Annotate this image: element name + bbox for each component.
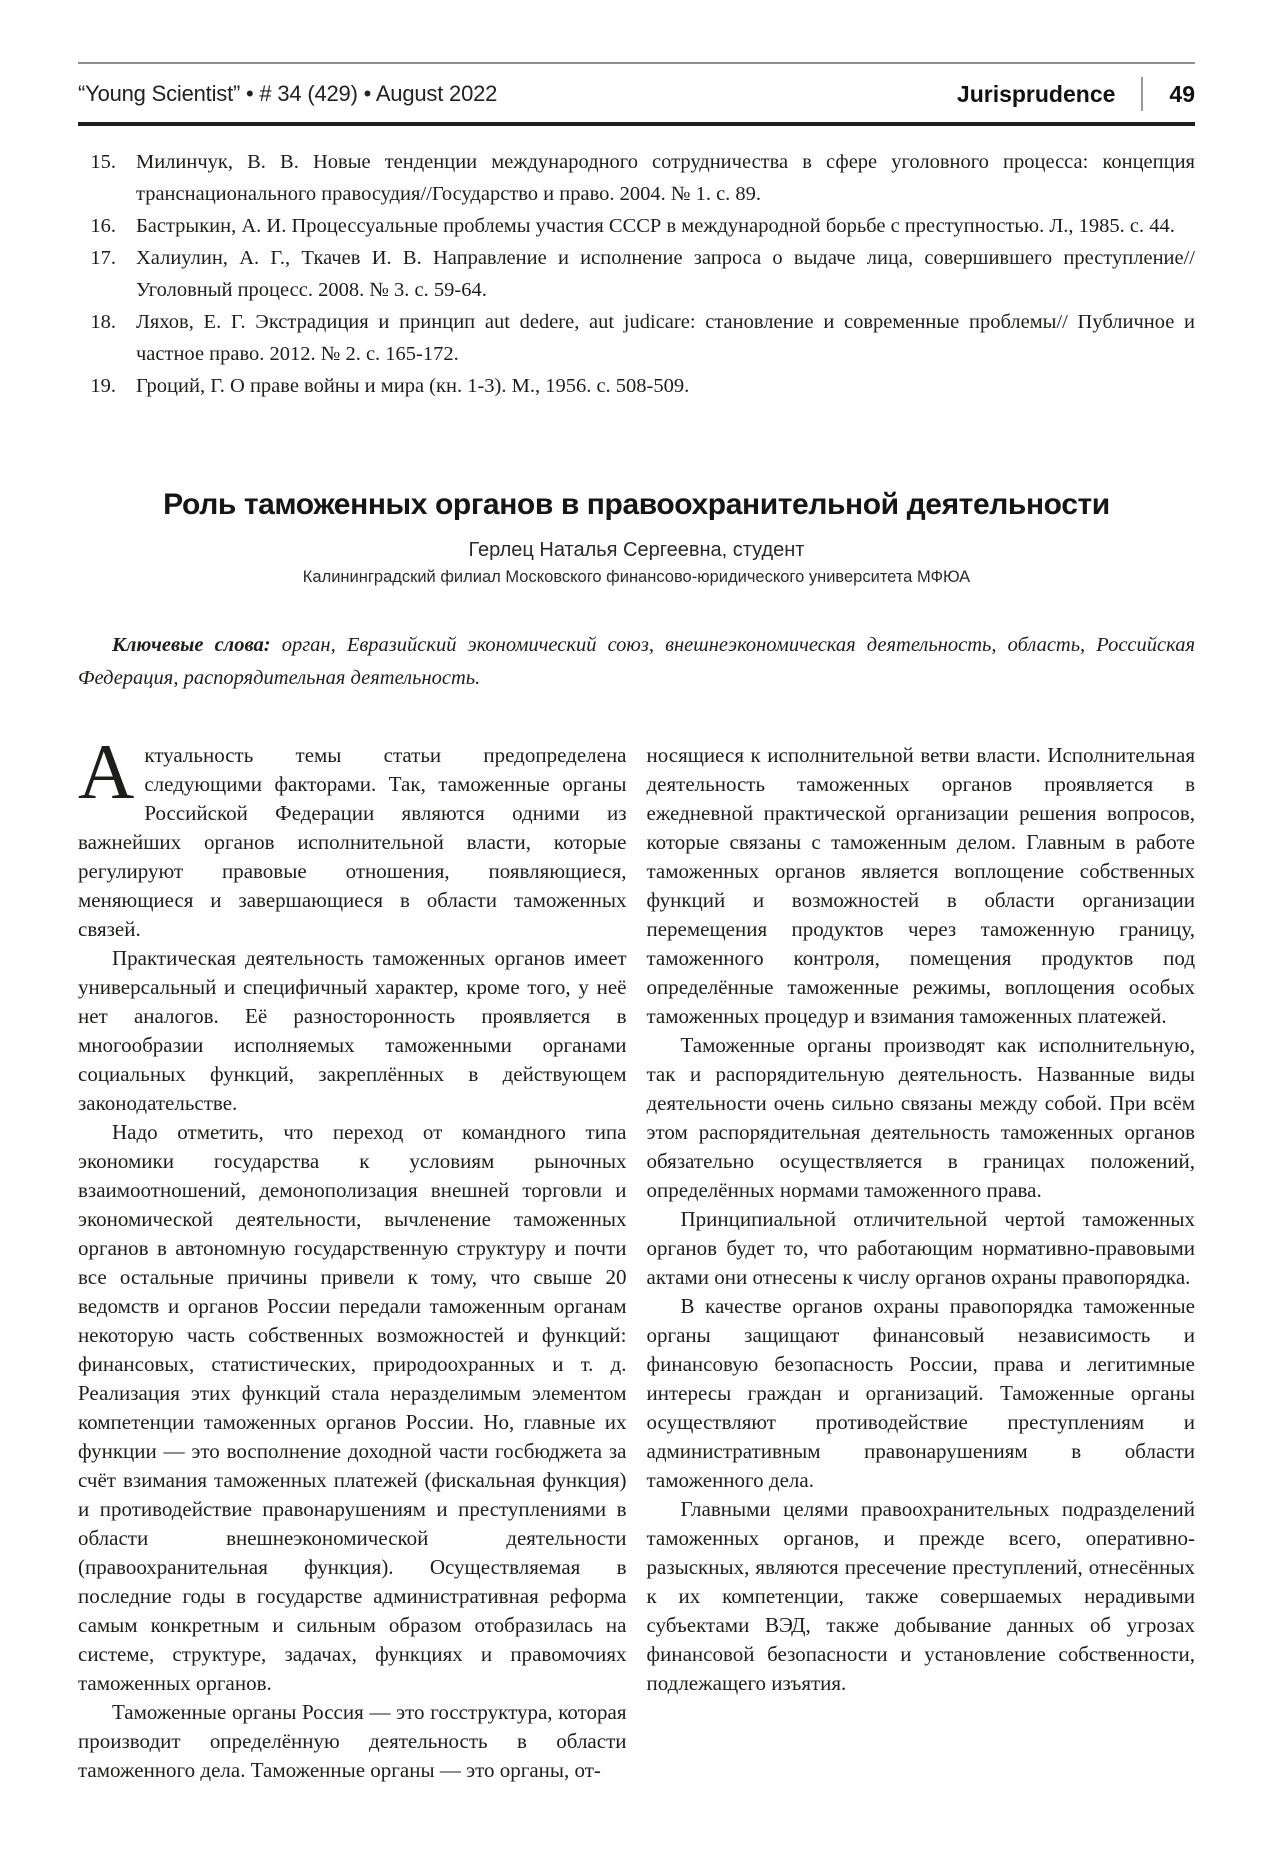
reference-item bbox=[78, 370, 1195, 402]
paragraph bbox=[78, 728, 627, 944]
reference-number: 18. bbox=[90, 311, 116, 333]
reference-item bbox=[78, 306, 1195, 370]
paragraph: Практическая деятельность таможенных органов имеет универсальный и специфичный характер, кроме того, у неё нет аналогов. Её разносторонность проявляется в многообразии исполняемых таможенными органами социальных функций, закреплённых в действующем законодательстве. bbox=[78, 946, 627, 1115]
paragraph: Принципиальной отличительной чертой таможенных органов будет то, что работающим нормативно-правовыми актами они отнесены к числу органов охраны правопорядка. bbox=[646, 1207, 1195, 1289]
reference-item bbox=[78, 242, 1195, 306]
reference-number: 15. bbox=[90, 151, 116, 173]
paragraph-text: ктуальность темы статьи предопределена следующими факторами. Так, таможенные органы Российской Федерации являются одними из важнейших органов исполнительной власти, которые регулируют правовые отношения, появляющиеся, меняющиеся и завершающиеся в области таможенных связей. bbox=[78, 743, 627, 941]
dropcap-letter: А bbox=[78, 728, 135, 815]
running-head bbox=[78, 64, 1195, 122]
paragraph: носящиеся к исполнительной ветви власти. Исполнительная деятельность таможенных органов проявляется в ежедневной практической организации решения вопросов, которые связаны с таможенным делом. Главным в работе таможенных органов является воплощение собственных функций и возможностей в области организации перемещения продуктов через таможенную границу, таможенного контроля, помещения продуктов под определённые таможенные режимы, воплощения особых таможенных процедур и взимания таможенных платежей. bbox=[646, 743, 1195, 1028]
page-number: 49 bbox=[1169, 80, 1195, 107]
paragraph: Надо отметить, что переход от командного типа экономики государства к условиям рыночных взаимоотношений, демонополизация внешней торговли и экономической деятельности, вычленение таможенных органов в автономную государственную структуру и почти все остальные причины привели к тому, что свыше 20 ведомств и органов России передали таможенным органам некоторую часть собственных возможностей и функций: финансовых, статистических, природоохранных и т. д. Реализация этих функций стала неразделимым элементом компетенции таможенных органов России. Но, главные их функции — это восполнение доходной части госбюджета за счёт взимания таможенных платежей (фискальная функция) и противодействие правонарушениям и преступлениями в области внешнеэкономической деятельности (правоохранительная функция). Осуществляемая в последние годы в государстве административная реформа самым конкретным и сильным образом отобразилась на системе, структуре, задачах, функциях и правомочиях таможенных органов. bbox=[78, 1120, 627, 1695]
keywords-text: орган, Евразийский экономический союз, внешнеэкономическая деятельность, область, Российская Федерация, распорядительная деятельность. bbox=[78, 634, 1195, 689]
reference-text: Ляхов, Е. Г. Экстрадиция и принцип aut dedere, aut judicare: становление и современные проблемы// Публичное и частное право. 2012. № 2. с. 165-172. bbox=[136, 311, 1195, 365]
keywords-block bbox=[78, 629, 1195, 695]
body-column-left bbox=[78, 728, 627, 1785]
reference-item bbox=[78, 146, 1195, 210]
paragraph: В качестве органов охраны правопорядка таможенные органы защищают финансовый независимость и финансовую безопасность России, права и легитимные интересы граждан и организаций. Таможенные органы осуществляют противодействие преступлениям и административным правонарушениям в области таможенного дела. bbox=[646, 1294, 1195, 1492]
running-head-right bbox=[957, 77, 1195, 111]
keywords-label: Ключевые слова: bbox=[112, 634, 271, 656]
body-column-right bbox=[647, 741, 1196, 1785]
section-name: Jurisprudence bbox=[956, 80, 1116, 107]
header-rule bbox=[78, 122, 1195, 126]
article-author: Герлец Наталья Сергеевна, студент bbox=[468, 539, 805, 561]
paragraph: Таможенные органы производят как исполнительную, так и распорядительную деятельность. Названные виды деятельности очень сильно связаны между собой. При всём этом распорядительная деятельность таможенных органов обязательно осуществляется в границах положений, определённых нормами таможенного права. bbox=[646, 1033, 1195, 1202]
reference-text: Милинчук, В. В. Новые тенденции международного сотрудничества в сфере уголовного процесса: концепция транснационального правосудия//Государство и право. 2004. № 1. с. 89. bbox=[136, 151, 1195, 205]
reference-number: 16. bbox=[90, 215, 116, 237]
reference-number: 19. bbox=[90, 375, 116, 397]
paragraph: Главными целями правоохранительных подразделений таможенных органов, и прежде всего, оперативно-разыскных, являются пресечение преступлений, отнесённых к их компетенции, также совершаемых нерадивыми субъектами ВЭД, также добывание данных об угрозах финансовой безопасности и установление собственности, подлежащего изъятия. bbox=[646, 1497, 1195, 1695]
reference-text: Гроций, Г. О праве войны и мира (кн. 1-3). М., 1956. с. 508-509. bbox=[136, 375, 690, 397]
reference-text: Бастрыкин, А. И. Процессуальные проблемы участия СССР в международной борьбе с преступностью. Л., 1985. с. 44. bbox=[136, 215, 1175, 237]
reference-text: Халиулин, А. Г., Ткачев И. В. Направление и исполнение запроса о выдаче лица, совершившего преступление// Уголовный процесс. 2008. № 3. с. 59-64. bbox=[136, 247, 1195, 301]
reference-number: 17. bbox=[90, 247, 116, 269]
article-body bbox=[78, 728, 1195, 1785]
journal-issue-info: “Young Scientist” • # 34 (429) • August 2022 bbox=[78, 81, 498, 106]
article-affiliation: Калининградский филиал Московского финансово-юридического университета МФЮА bbox=[302, 568, 971, 586]
journal-page bbox=[0, 62, 1273, 1785]
article-title: Роль таможенных органов в правоохранительной деятельности bbox=[163, 488, 1110, 521]
reference-item bbox=[78, 210, 1195, 242]
reference-list bbox=[78, 146, 1195, 402]
paragraph: Таможенные органы Россия — это госструктура, которая производит определённую деятельность в области таможенного дела. Таможенные органы — это органы, от- bbox=[78, 1700, 627, 1782]
header-divider bbox=[1141, 77, 1143, 111]
